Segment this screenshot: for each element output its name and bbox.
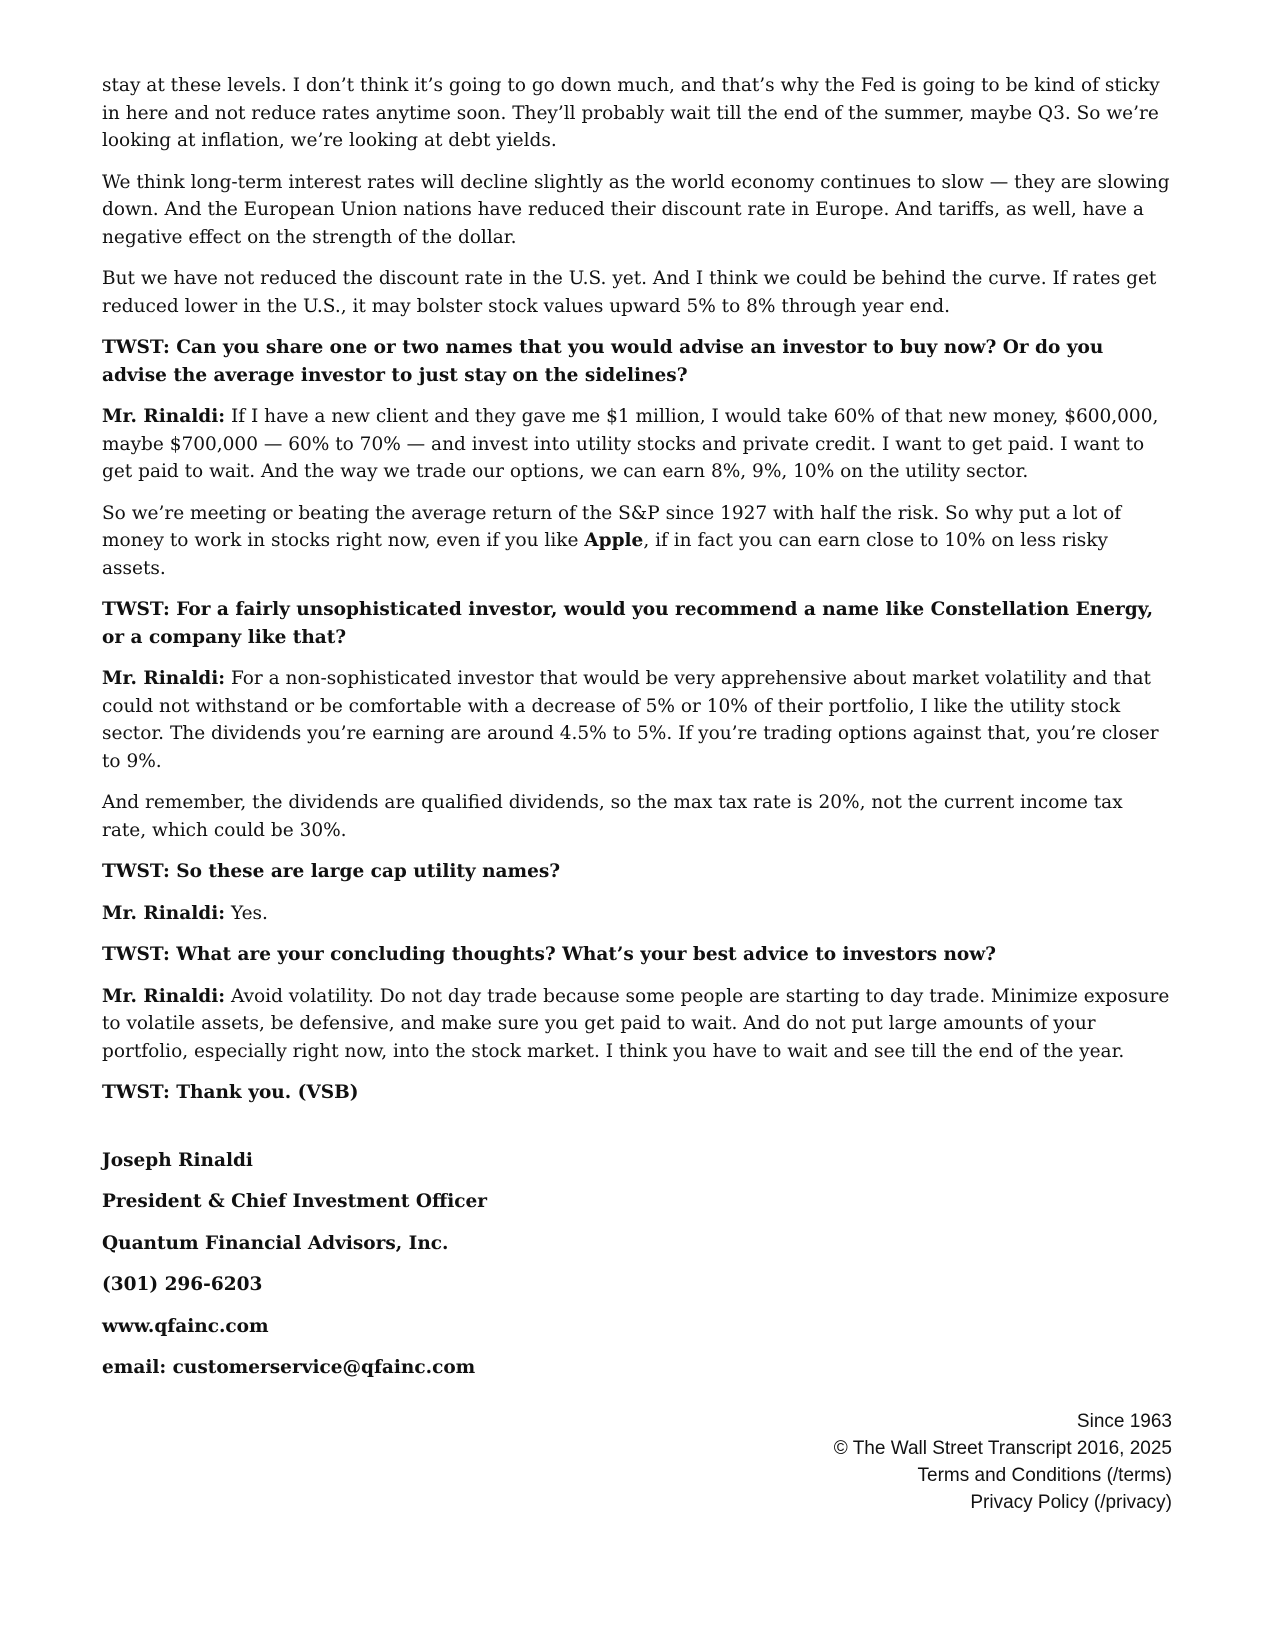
speaker-label: Mr. Rinaldi: xyxy=(102,668,226,689)
speaker-label: Mr. Rinaldi: xyxy=(102,902,226,924)
interview-answer xyxy=(102,665,1172,775)
answer-text: If I have a new client and they gave me $1 million, I would take 60% of that new money, $600,000, maybe $700,000 — 60% to 70% — and invest into utility stocks and private credit. I want to get paid. I want to get paid to wait. And the way we trade our options, we can earn 8%, 9%, 10% on the utility sector. xyxy=(102,406,1159,482)
page-footer xyxy=(834,1408,1172,1516)
footer-since: Since 1963 xyxy=(1076,1411,1172,1432)
answer-text: Yes. xyxy=(225,902,268,924)
paragraph: But we have not reduced the discount rate in the U.S. yet. And I think we could be behind the curve. If rates get reduced lower in the U.S., it may bolster stock values upward 5% to 8% through year end. xyxy=(102,268,1157,317)
answer-text: For a non-sophisticated investor that would be very apprehensive about market volatility and that could not withstand or be comfortable with a decrease of 5% or 10% of their portfolio, I like the utility stock sector. The dividends you’re earning are around 4.5% to 5%. If you’re trading options against that, you’re closer to 9%. xyxy=(102,668,1159,772)
contact-email[interactable]: email: customerservice@qfainc.com xyxy=(102,1357,476,1378)
interview-question: TWST: So these are large cap utility names? xyxy=(102,861,561,882)
paragraph: And remember, the dividends are qualified dividends, so the max tax rate is 20%, not the current income tax rate, which could be 30%. xyxy=(102,792,1123,841)
interview-question: TWST: Can you share one or two names that you would advise an investor to buy now? Or do you advise the average investor to just stay on the sidelines? xyxy=(102,337,1104,386)
paragraph: stay at these levels. I don’t think it’s going to go down much, and that’s why the Fed is going to be kind of sticky in here and not reduce rates anytime soon. They’ll probably wait till the end of the summer, maybe Q3. So we’re looking at inflation, we’re looking at debt yields. xyxy=(102,75,1160,151)
paragraph xyxy=(102,500,1172,583)
interview-answer xyxy=(102,983,1172,1066)
contact-company: Quantum Financial Advisors, Inc. xyxy=(102,1232,449,1254)
paragraph: We think long-term interest rates will decline slightly as the world economy continues to slow — they are slowing down. And the European Union nations have reduced their discount rate in Europe. And tariffs, as well, have a negative effect on the strength of the dollar. xyxy=(102,171,1170,248)
footer-privacy-link[interactable]: Privacy Policy (/privacy) xyxy=(970,1492,1172,1513)
article-body xyxy=(102,72,1172,1396)
interview-question: TWST: For a fairly unsophisticated investor, would you recommend a name like Constellation Energy, or a company like that? xyxy=(102,599,1154,648)
contact-title: President & Chief Investment Officer xyxy=(102,1191,488,1212)
interview-question: TWST: Thank you. (VSB) xyxy=(102,1082,359,1103)
footer-copyright: © The Wall Street Transcript 2016, 2025 xyxy=(833,1438,1172,1459)
speaker-label: Mr. Rinaldi: xyxy=(102,406,226,427)
company-name-apple: Apple xyxy=(584,530,644,551)
contact-signature xyxy=(102,1147,1172,1382)
contact-name: Joseph Rinaldi xyxy=(102,1149,253,1171)
interview-answer xyxy=(102,403,1172,486)
contact-website[interactable]: www.qfainc.com xyxy=(102,1315,269,1337)
paragraph-text: , if in fact you can earn close to 10% on less risky assets. xyxy=(102,530,1108,579)
interview-answer xyxy=(102,900,1172,928)
footer-terms-link[interactable]: Terms and Conditions (/terms) xyxy=(917,1465,1172,1486)
answer-text: Avoid volatility. Do not day trade because some people are starting to day trade. Minimize exposure to volatile assets, be defensive, and make sure you get paid to wait. And do not put large amounts of your portfolio, especially right now, into the stock market. I think you have to wait and see till the end of the year. xyxy=(102,985,1170,1062)
interview-question: TWST: What are your concluding thoughts? What’s your best advice to investors now? xyxy=(102,944,996,965)
speaker-label: Mr. Rinaldi: xyxy=(102,985,226,1007)
contact-phone: (301) 296-6203 xyxy=(102,1274,263,1295)
paragraph-text: So we’re meeting or beating the average return of the S&P since 1927 with half the risk. So why put a lot of money to work in stocks right now, even if you like xyxy=(102,502,1122,551)
